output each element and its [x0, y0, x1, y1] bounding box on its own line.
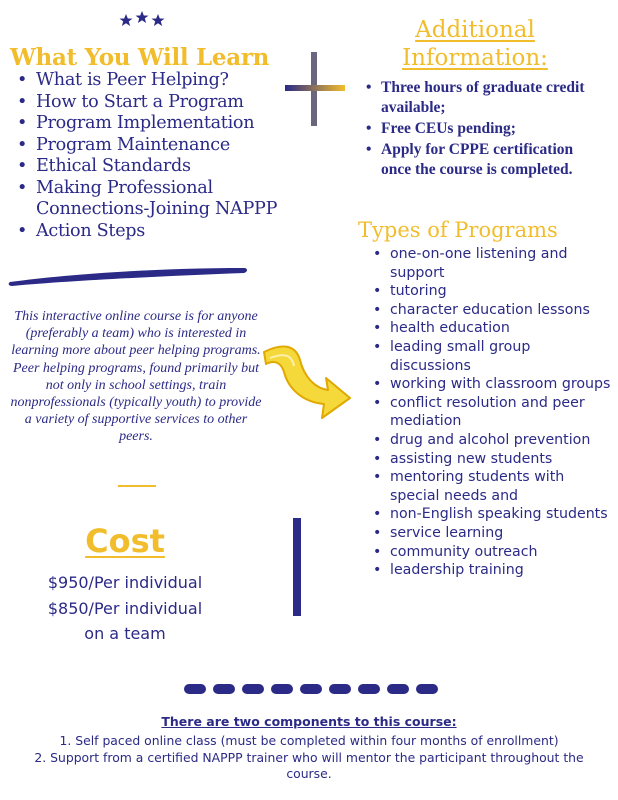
learn-item: • Program Maintenance: [14, 135, 314, 157]
types-item: • leadership training: [372, 561, 612, 580]
cost-line: on a team: [84, 624, 166, 643]
additional-title: Additional Information:: [402, 17, 548, 71]
vertical-divider: [293, 518, 301, 616]
types-item: • health education: [372, 319, 612, 338]
cost-details: [20, 570, 230, 647]
learn-item: • How to Start a Program: [14, 92, 314, 114]
description-divider: [118, 485, 156, 487]
cost-line: $850/Per individual: [47, 598, 203, 618]
types-item: • character education lessons: [372, 301, 612, 320]
plus-icon: [285, 52, 345, 126]
types-item: • drug and alcohol prevention: [372, 431, 612, 450]
course-description: This interactive online course is for anyone (preferably a team) who is interested in learning more about peer helping programs. Peer helping programs, found primarily but not only in school settings, train nonprofessionals (typically youth) to provide a variety of supportive services to other peers.: [10, 309, 262, 445]
types-item: • mentoring students with special needs and: [372, 468, 612, 505]
additional-list: [366, 78, 606, 181]
components-title: There are two components to this course:: [161, 714, 457, 729]
learn-list: [14, 70, 314, 242]
types-list: [372, 245, 612, 580]
component-item: 2. Support from a certified NAPPP trainer who will mentor the participant throughout the course.: [34, 749, 584, 781]
types-item: • service learning: [372, 524, 612, 543]
types-item: • one-on-one listening and support: [372, 245, 612, 282]
types-item: • community outreach: [372, 543, 612, 562]
learn-item: • Action Steps: [14, 221, 314, 243]
types-item: • working with classroom groups: [372, 375, 612, 394]
types-item: • non-English speaking students: [372, 505, 612, 524]
types-item: • tutoring: [372, 282, 612, 301]
types-item: • leading small group discussions: [372, 338, 612, 375]
additional-item: • Three hours of graduate credit available;: [366, 78, 606, 118]
additional-item: • Free CEUs pending;: [366, 119, 606, 139]
cost-line: $950/Per individual: [47, 573, 203, 592]
components-list: [10, 733, 608, 783]
cost-title: Cost: [85, 522, 165, 560]
brush-stroke-divider: [8, 262, 248, 288]
types-item: • conflict resolution and peer mediation: [372, 394, 612, 431]
learn-item: • Ethical Standards: [14, 156, 314, 178]
curved-arrow-icon: [256, 338, 352, 420]
learn-title: What You Will Learn: [10, 44, 270, 71]
additional-item: • Apply for CPPE certification once the course is completed.: [366, 140, 606, 180]
component-item: 1. Self paced online class (must be completed within four months of enrollment): [59, 733, 559, 748]
types-item: • assisting new students: [372, 450, 612, 469]
learn-item: • Making Professional Connections-Joining NAPPP: [14, 178, 314, 221]
types-title: Types of Programs: [358, 218, 558, 242]
learn-item: • What is Peer Helping?: [14, 70, 314, 92]
stars-icon: [118, 10, 166, 30]
learn-item: • Program Implementation: [14, 113, 314, 135]
dotted-divider: [184, 682, 440, 696]
